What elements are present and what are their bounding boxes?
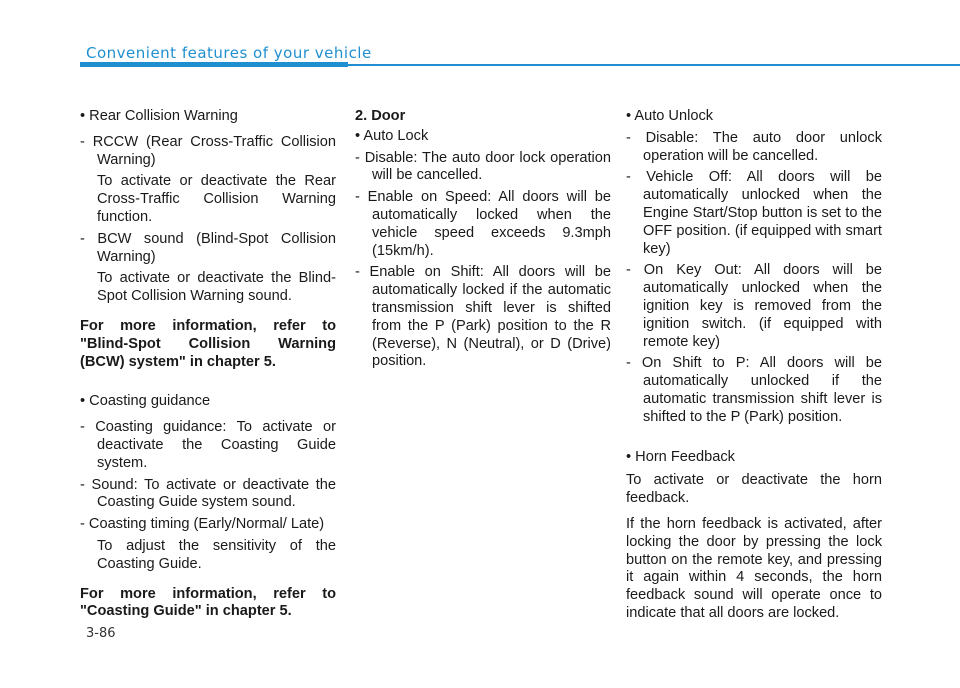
- rear-collision-heading: • Rear Collision Warning: [80, 108, 238, 124]
- coasting-reference: For more information, refer to "Coasting Guide" in chapter 5.: [80, 585, 336, 620]
- horn-feedback-description: To activate or deactivate the horn feedback.: [626, 472, 882, 507]
- auto-lock-heading: • Auto Lock: [355, 127, 429, 144]
- auto-unlock-disable-item: - Disable: The auto door unlock operation will be cancelled.: [626, 129, 882, 164]
- door-section-heading: 2. Door: [355, 108, 406, 124]
- column-1: [80, 108, 336, 639]
- page-number: 3-86: [86, 626, 116, 641]
- horn-feedback-heading: • Horn Feedback: [626, 448, 735, 465]
- coasting-timing-description: To adjust the sensitivity of the Coasting Guide.: [97, 537, 336, 572]
- horn-feedback-detail: If the horn feedback is activated, after locking the door by pressing the lock button on the remote key, and pressing it again within 4 seconds, the horn feedback sound will operate once to indicate that all doors are locked.: [626, 515, 882, 621]
- bcw-reference: For more information, refer to "Blind-Spot Collision Warning (BCW) system" in chapter 5.: [80, 317, 336, 370]
- auto-unlock-vehicle-off-item: - Vehicle Off: All doors will be automatically unlocked when the Engine Start/Stop button is set to the OFF position. (if equipped with smart key): [626, 169, 882, 257]
- column-2: [355, 108, 611, 375]
- rccw-item: - RCCW (Rear Cross-Traffic Collision Warning): [80, 133, 336, 168]
- auto-lock-enable-shift-item: - Enable on Shift: All doors will be automatically locked if the automatic transmission shift lever is shifted from the P (Park) position to the R (Reverse), N (Neutral), or D (Drive) position.: [355, 264, 611, 370]
- coasting-timing-item: - Coasting timing (Early/Normal/ Late): [80, 516, 325, 533]
- section-header-title: Convenient features of your vehicle: [86, 44, 372, 62]
- bcw-item: - BCW sound (Blind-Spot Collision Warning): [80, 230, 336, 265]
- header-rule: [80, 64, 960, 66]
- coasting-sound-item: - Sound: To activate or deactivate the Coasting Guide system sound.: [80, 476, 336, 511]
- auto-lock-enable-speed-item: - Enable on Speed: All doors will be automatically locked when the vehicle speed exceeds 9.3mph (15km/h).: [355, 189, 611, 259]
- auto-unlock-key-out-item: - On Key Out: All doors will be automatically unlocked when the ignition key is removed from the ignition switch. (if equipped with remote key): [626, 262, 882, 350]
- column-3: [626, 108, 882, 631]
- auto-lock-disable-item: - Disable: The auto door lock operation will be cancelled.: [355, 149, 611, 184]
- coasting-heading: • Coasting guidance: [80, 393, 211, 410]
- coasting-guidance-item: - Coasting guidance: To activate or deactivate the Coasting Guide system.: [80, 419, 336, 471]
- auto-unlock-shift-to-p-item: - On Shift to P: All doors will be automatically unlocked if the automatic transmission shift lever is shifted to the P (Park) position.: [626, 355, 882, 425]
- bcw-description: To activate or deactivate the Blind-Spot Collision Warning sound.: [97, 270, 336, 305]
- auto-unlock-heading: • Auto Unlock: [626, 108, 714, 124]
- rccw-description: To activate or deactivate the Rear Cross-Traffic Collision Warning function.: [97, 173, 336, 225]
